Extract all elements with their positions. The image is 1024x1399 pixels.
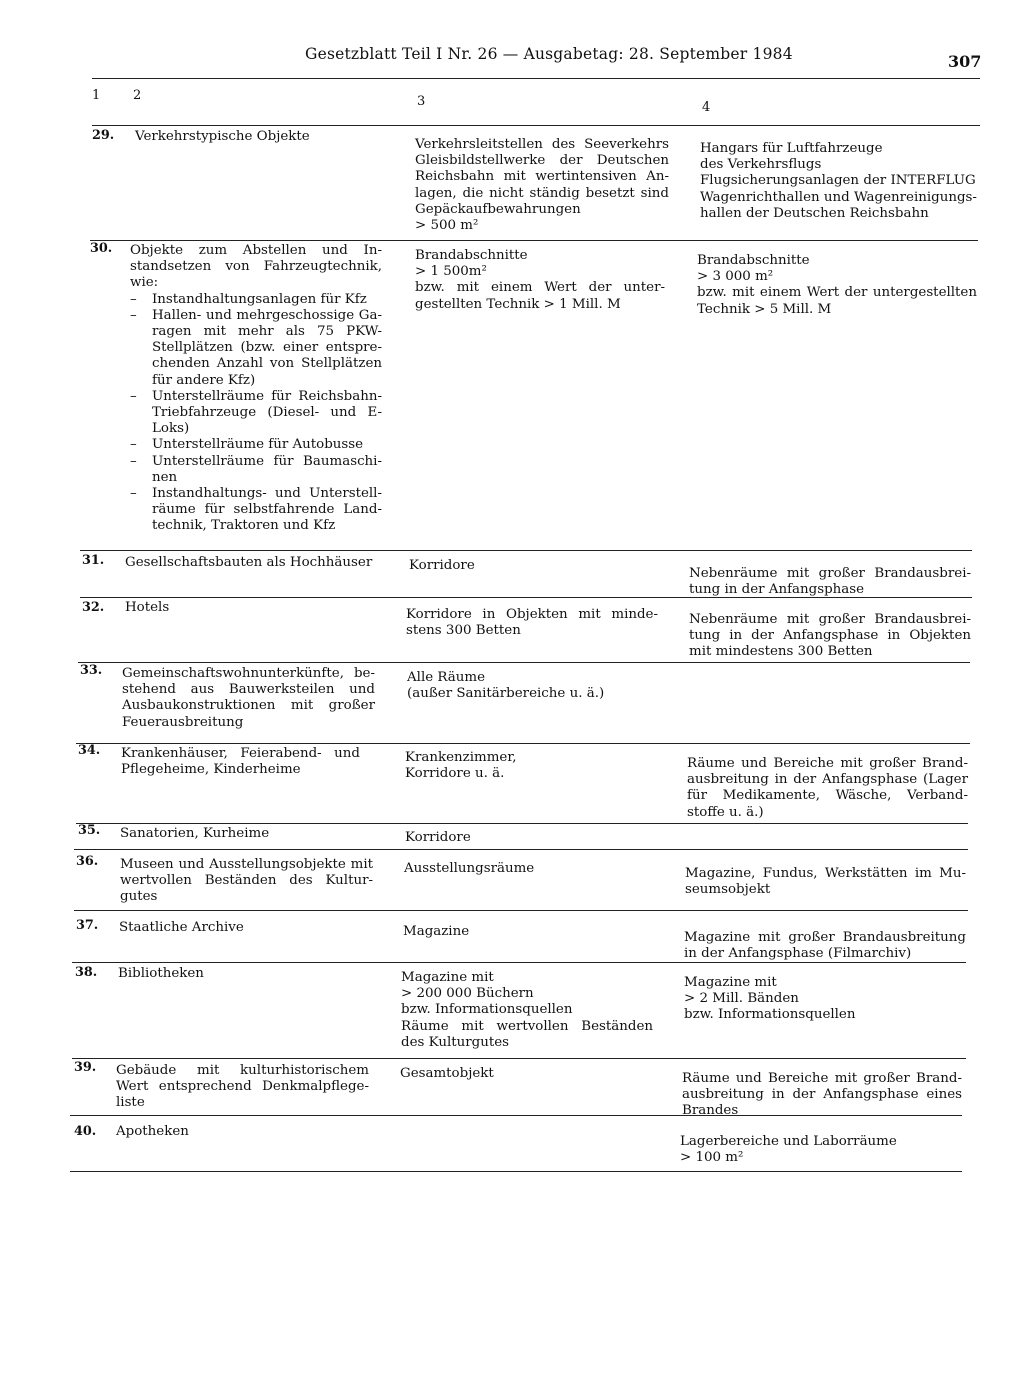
column-number-4: 4 [702, 100, 711, 115]
page-number: 307 [948, 52, 982, 71]
row-area-col4: Nebenräume mit großer Brandausbrei- tung in der Anfangsphase [689, 566, 971, 598]
row-area-col4: Lagerbereiche und Laborräume > 100 m² [680, 1134, 897, 1166]
row-divider [78, 662, 970, 663]
page-header-title: Gesetzblatt Teil I Nr. 26 — Ausgabetag: 28. September 1984 [305, 45, 793, 63]
row-area-col3: Magazine [403, 924, 470, 939]
row-object-type: Gebäude mit kulturhistorischem Wert entsprechend Denkmalpflege- liste [116, 1063, 369, 1111]
row-number: 40. [74, 1124, 97, 1139]
header-rule-bottom [92, 125, 980, 126]
row-divider [80, 597, 972, 598]
row-area-col4: Nebenräume mit großer Brandausbrei- tung in der Anfangsphase in Objekten mit mindestens 300 Betten [689, 612, 971, 660]
row-divider [80, 550, 972, 551]
row-number: 37. [76, 918, 99, 933]
row-divider [76, 743, 970, 744]
row-number: 38. [75, 965, 98, 980]
row-object-type: Hotels [125, 600, 170, 615]
row-area-col4: Brandabschnitte > 3 000 m² bzw. mit einem Wert der untergestellten Technik > 5 Mill. M [697, 253, 977, 317]
row-area-col3: Gesamtobjekt [400, 1066, 494, 1081]
row-object-type: Verkehrstypische Objekte [135, 129, 310, 144]
row-number: 34. [78, 743, 101, 758]
row-area-col3: Magazine mit > 200 000 Büchern bzw. Informationsquellen Räume mit wertvollen Beständen des Kulturgutes [401, 970, 653, 1050]
row-area-col4: Magazine, Fundus, Werkstätten im Mu- seumsobjekt [685, 866, 966, 898]
row-area-col3: Verkehrsleitstellen des Seeverkehrs Gleisbildstellwerke der Deutschen Reichsbahn mit wertintensiven An- lagen, die nicht ständig besetzt sind Gepäckaufbewahrungen > 500 m² [415, 137, 669, 234]
header-rule-top [92, 78, 980, 79]
row-area-col3: Krankenzimmer, Korridore u. ä. [405, 750, 517, 782]
row-object-type: Apotheken [116, 1124, 189, 1139]
row-area-col3: Korridore [409, 558, 475, 573]
column-number-3: 3 [417, 94, 426, 109]
row-divider [70, 1115, 962, 1116]
row-divider [76, 823, 968, 824]
table-bottom-rule [70, 1171, 962, 1172]
row-area-col4: Hangars für Luftfahrzeuge des Verkehrsflugs Flugsicherungsanlagen der INTERFLUG Wagenrichthallen und Wagenreinigungs- hallen der Deutschen Reichsbahn [700, 141, 977, 221]
row-number: 31. [82, 553, 105, 568]
row-divider [72, 962, 966, 963]
row-area-col3: Ausstellungsräume [404, 861, 535, 876]
row-object-type: Bibliotheken [118, 966, 204, 981]
row-divider [74, 910, 968, 911]
row-number: 33. [80, 663, 103, 678]
row-object-type: Krankenhäuser, Feierabend- und Pflegeheime, Kinderheime [121, 746, 360, 778]
row-area-col3: Alle Räume (außer Sanitärbereiche u. ä.) [407, 670, 605, 702]
row-number: 36. [76, 854, 99, 869]
column-number-1: 1 [92, 88, 101, 103]
row-number: 35. [78, 823, 101, 838]
row-object-type: Museen und Ausstellungsobjekte mit wertvollen Beständen des Kultur- gutes [120, 857, 373, 905]
row-area-col4: Räume und Bereiche mit großer Brand- ausbreitung in der Anfangsphase eines Brandes [682, 1071, 962, 1119]
row-object-type: Objekte zum Abstellen und In- standsetzen von Fahrzeugtechnik, wie: – Instandhaltungsanlagen für Kfz – Hallen- und mehrgeschossige Ga- ragen mit mehr als 75 PKW- Stellplätzen (bzw. einer entspre- chenden Anzahl von Stellplätzen für andere Kfz) – Unterstellräume für Reichsbahn- Triebfahrzeuge (Diesel- und E- Loks) – Unterstellräume für Autobusse – Unterstellräume für Baumaschi- nen – Instandhaltungs- und Unterstell- räume für selbstfahrende Land- technik, Traktoren und Kfz [130, 243, 382, 535]
row-number: 39. [74, 1060, 97, 1075]
row-divider [72, 1058, 966, 1059]
row-number: 30. [90, 241, 113, 256]
row-number: 32. [82, 600, 105, 615]
row-area-col4: Magazine mit großer Brandausbreitung in der Anfangsphase (Filmarchiv) [684, 930, 966, 962]
row-object-type: Staatliche Archive [119, 920, 244, 935]
row-divider [74, 849, 968, 850]
row-area-col4: Magazine mit > 2 Mill. Bänden bzw. Informationsquellen [684, 975, 856, 1023]
row-area-col3: Korridore [405, 830, 471, 845]
row-number: 29. [92, 128, 115, 143]
column-number-2: 2 [133, 88, 142, 103]
row-object-type: Sanatorien, Kurheime [120, 826, 270, 841]
row-divider [90, 240, 978, 241]
row-object-type: Gesellschaftsbauten als Hochhäuser [125, 555, 373, 570]
object-subtype-list: – Instandhaltungsanlagen für Kfz – Hallen- und mehrgeschossige Ga- ragen mit mehr als 75 PKW- Stellplätzen (bzw. einer entspre- chenden Anzahl von Stellplätzen für andere Kfz) – Unterstellräume für Reichsbahn- Triebfahrzeuge (Diesel- und E- Loks) – Unterstellräume für Autobusse – Unterstellräume für Baumaschi- nen – Instandhaltungs- und Unterstell- räume für selbstfahrende Land- technik, Traktoren und Kfz [130, 292, 382, 535]
row-area-col4: Räume und Bereiche mit großer Brand- ausbreitung in der Anfangsphase (Lager für Medikamente, Wäsche, Verband- stoffe u. ä.) [687, 756, 968, 820]
row-object-type: Gemeinschaftswohnunterkünfte, be- stehend aus Bauwerksteilen und Ausbaukonstruktionen mit großer Feuerausbreitung [122, 666, 375, 730]
row-area-col3: Brandabschnitte > 1 500m² bzw. mit einem Wert der unter- gestellten Technik > 1 Mill. M [415, 248, 665, 312]
row-area-col3: Korridore in Objekten mit minde- stens 300 Betten [406, 607, 658, 639]
